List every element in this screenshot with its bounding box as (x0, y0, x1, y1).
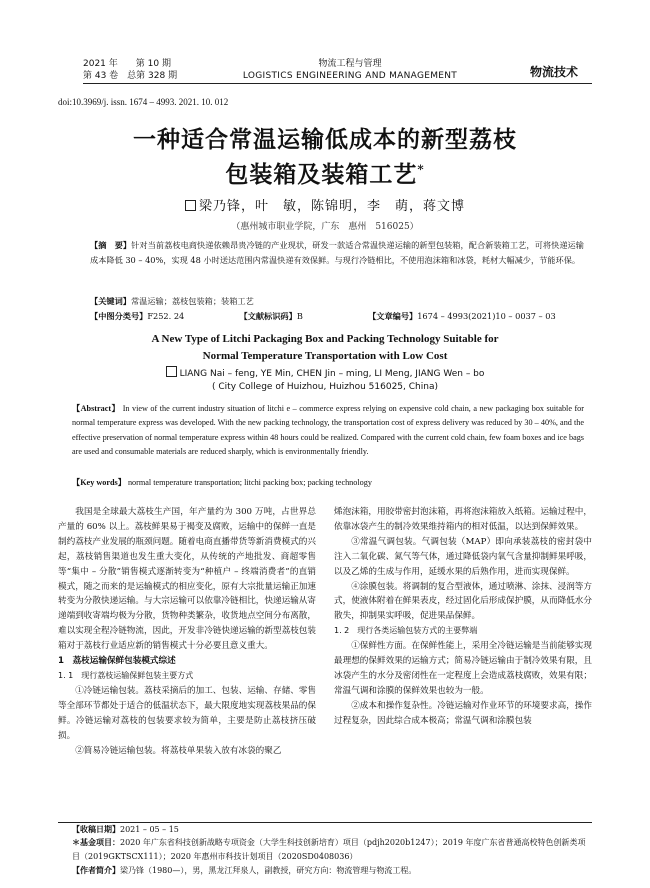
keywords-cn-label: 【关键词】 (90, 296, 131, 306)
title-footnote-mark: * (417, 162, 425, 177)
body-paragraph: ④涂膜包装。将调制的复合型液体，通过喷淋、涂抹、浸润等方式，使液体附着在鲜果表皮，经过固化后形成保护膜，从而降低水分散失，抑制果实呼吸，促进果品保鲜。 (334, 581, 592, 622)
keywords-en (72, 476, 584, 490)
right-column (334, 505, 592, 729)
footnote-author (72, 864, 592, 878)
journal-name-cn: 物流工程与管理 (318, 59, 382, 69)
journal-name-en: LOGISTICS ENGINEERING AND MANAGEMENT (242, 71, 458, 81)
footnote-fund (72, 836, 592, 863)
doc-code-value: B (296, 311, 303, 321)
body-paragraph: ①保鲜性方面。在保鲜性能上，采用全冷链运输是当前能够实现最理想的保鲜效果的运输方式；简易冷链运输由于制冷效果有限，且冰袋产生的水分及密闭性在一定程度上会造成荔枝腐败，效果有限；常温气调和涂膜的保鲜效果也较为一般。 (334, 641, 592, 696)
keywords-cn (90, 294, 584, 309)
keywords-en-label: 【Key words】 (72, 478, 126, 487)
abstract-en-label: 【Abstract】 (72, 404, 121, 413)
body-paragraph: ①冷链运输包装。荔枝采摘后的加工、包装、运输、存储、零售等全部环节都处于适合的低温状态下，最大限度地实现荔枝果品的保鲜。冷链运输对荔枝的包装要求较为简单，主要是防止荔枝挤压破损。 (58, 685, 316, 741)
fund-label: ＊基金项目： (72, 837, 120, 847)
abstract-en (72, 402, 584, 459)
title-en-line-2: Normal Temperature Transportation with Low Cost (202, 350, 448, 362)
checkbox-icon (166, 366, 177, 377)
header-rule (83, 83, 592, 84)
received-date: 2021 – 05 – 15 (120, 825, 179, 834)
subsection-heading-1-1: 1. 1 现行荔枝运输保鲜包装主要方式 (58, 670, 194, 680)
keywords-en-text: normal temperature transportation; litchi packing box; packing technology (127, 478, 372, 487)
affiliation: （惠州城市职业学院，广东 惠州 516025） (231, 222, 419, 232)
authors (0, 195, 650, 214)
classification-row (90, 309, 584, 324)
header-year-issue: 2021 年 第 10 期 (83, 59, 171, 69)
abstract-cn (90, 238, 584, 267)
body-paragraph: ③常温气调包装。气调包装（MAP）即向承装荔枝的密封袋中注入二氧化碳、氮气等气体，通过降低袋内氧气含量抑制鲜果呼吸，以及乙烯的生成与作用，延缓水果的后熟作用，进而实现保鲜。 (334, 536, 592, 577)
fund-text: 2020 年广东省科技创新战略专项资金（大学生科技创新培育）项目（pdjh2020b1247）；2019 年度广东省普通高校特色创新类项目（2019GKTSCX111）；2020 年惠州市科技计划项目（2020SD0408036） (72, 838, 586, 861)
title-en-line-1: A New Type of Litchi Packaging Box and Packing Technology Suitable for (151, 333, 499, 345)
footnote-received (72, 823, 592, 837)
authors-text: 梁乃锋，叶 敏，陈锦明，李 萌，蒋文博 (198, 199, 465, 214)
author-bio-label: 【作者简介】 (72, 865, 120, 875)
received-label: 【收稿日期】 (72, 824, 120, 834)
intro-paragraph: 我国是全球最大荔枝生产国，年产量约为 300 万吨，占世界总产量的 60% 以上。荔枝鲜果易于褐变及腐败，运输中的保鲜一直是制约荔枝产业发展的瓶颈问题。随着电商直播带货等新消费模式的兴起，荔枝销售渠道也发生重大变化，从传统的产地批发、商超零售等“集中 – 分散”销售模式逐渐转变为“种植户 – 终端消费者”的直销模式，随之而来的是运输模式的相应变化，原有大宗批量运输正加速转变为分散快递运输。与大宗运输可以依靠冷链相比，快递运输从寄递端到收寄端均极为分散，货物种类繁杂，收货地点空间分布离散，难以实现全程冷链物流，因此，开发非冷链快递运输的新型荔枝包装箱对于荔枝行业适应新的销售模式十分必要且意义重大。 (58, 507, 316, 652)
article-id-value: 1674 – 4993(2021)10 – 0037 – 03 (417, 311, 556, 321)
section-heading-1: 1 荔枝运输保鲜包装模式综述 (58, 656, 176, 667)
body-paragraph: ②简易冷链运输包装。将荔枝单果装入放有冰袋的聚乙 (75, 745, 282, 756)
checkbox-icon (185, 200, 196, 211)
subsection-heading-1-2: 1. 2 现行各类运输包装方式的主要弊端 (334, 626, 478, 636)
abstract-en-text: In view of the current industry situation of litchi e – commerce express relying on expensive cold chain, a new packaging box suitable for normal temperature express was developed. With the new packing technology, the transportation cost of express delivery was reduced by 30 – 40%, and the effective preservation of normal temperature express within 48 hours could be realized. Compared with the current cold chain, few foam boxes and ice bags are used and consumable materials are reduced sharply, which is environmentally friendly. (72, 404, 585, 456)
keywords-cn-text: 常温运输；荔枝包装箱；装箱工艺 (130, 296, 254, 306)
doc-code-label: 【文献标识码】 (239, 311, 297, 321)
abstract-cn-text: 针对当前荔枝电商快递依赖昂贵冷链的产业现状，研发一款适合常温快递运输的新型包装箱，配合新装箱工艺，可将快递运输成本降低 30 – 40%，实现 48 小时送达范围内常温快递有效保鲜。与现行冷链相比，不使用泡沫箱和冰袋，耗材大幅减少，节能环保。 (90, 240, 584, 265)
article-id-label: 【文章编号】 (368, 311, 418, 321)
doi: doi:10.3969/j. issn. 1674 – 4993. 2021. 10. 012 (58, 97, 229, 107)
title-line-2 (0, 156, 650, 189)
header-volume: 第 43 卷 总第 328 期 (83, 71, 178, 81)
affiliation-en: ( City College of Huizhou, Huizhou 516025, China) (212, 382, 438, 392)
clc-value: F252. 24 (147, 311, 185, 321)
title-line-2-text: 包装箱及装箱工艺 (225, 161, 418, 188)
body-paragraph: ②成本和操作复杂性。冷链运输对作业环节的环境要求高，操作过程复杂，因此综合成本极高；常温气调和涂膜包装 (334, 700, 592, 726)
left-column (58, 505, 316, 758)
title-line-1: 一种适合常温运输低成本的新型荔枝 (133, 126, 517, 153)
section-tag: 物流技术 (530, 65, 579, 79)
author-bio-text: 梁乃锋（1980—），男，黑龙江拜泉人，副教授，研究方向：物流管理与物流工程。 (120, 866, 417, 875)
authors-en-text: LIANG Nai – feng, YE Min, CHEN Jin – ming, LI Meng, JIANG Wen – bo (179, 369, 485, 379)
abstract-cn-label: 【摘 要】 (90, 240, 132, 250)
authors-en (0, 366, 650, 381)
clc-label: 【中图分类号】 (90, 311, 148, 321)
body-paragraph: 烯泡沫箱，用胶带密封泡沫箱，再将泡沫箱放入纸箱。运输过程中，依靠冰袋产生的制冷效果维持箱内的相对低温，以达到保鲜效果。 (334, 507, 592, 532)
